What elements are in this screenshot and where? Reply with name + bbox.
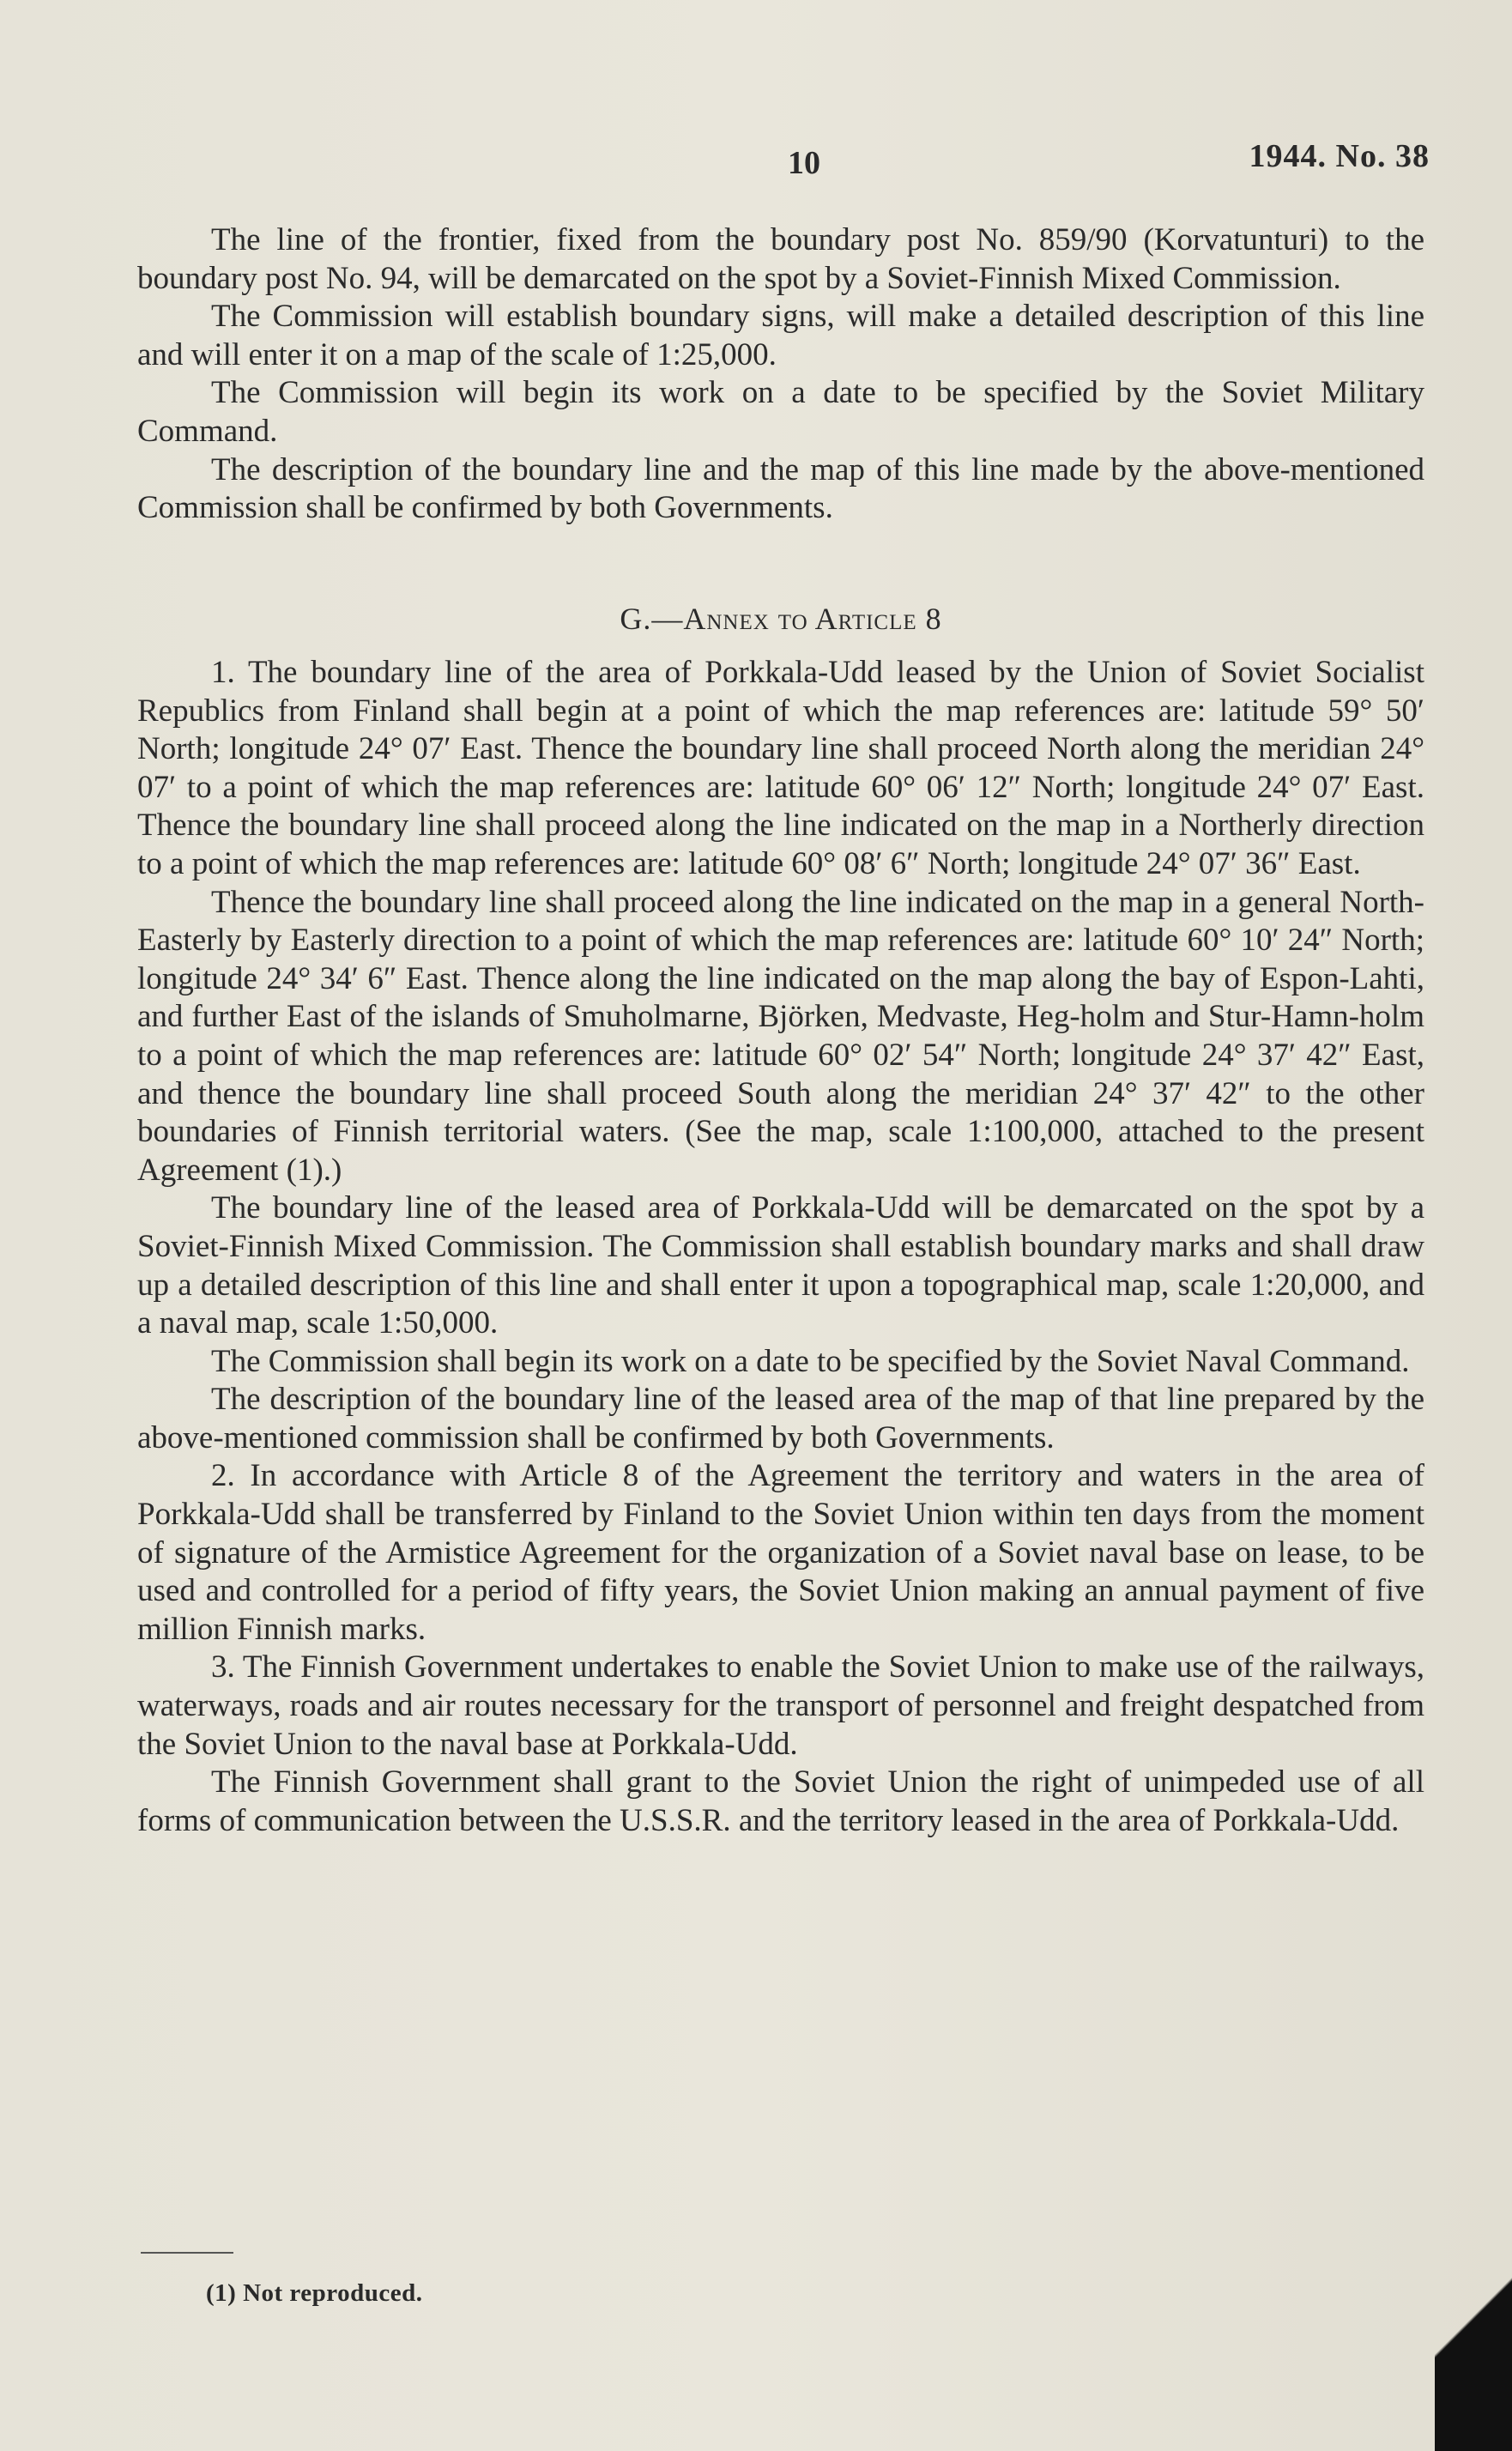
paragraph: The Commission will establish boundary signs, will make a detailed description of this line and will enter it on a map of the scale of 1:25,000. xyxy=(137,299,1424,372)
page-edge-shadow xyxy=(1435,2142,1512,2451)
page-number: 10 xyxy=(788,145,820,181)
footnote: (1) Not reproduced. xyxy=(206,2279,423,2307)
annex-heading-title: Annex to Article 8 xyxy=(683,602,942,636)
paragraph: The Finnish Government shall grant to the Soviet Union the right of unimpeded use of all forms of communication between the U.S.S.R. and the territory leased in the area of Porkkala-Udd. xyxy=(137,1764,1424,1838)
section-g-continued xyxy=(137,221,1424,528)
paragraph: The Commission will begin its work on a date to be specified by the Soviet Military Command. xyxy=(137,375,1424,449)
paragraph: 3. The Finnish Government undertakes to enable the Soviet Union to make use of the railways, waterways, roads and air routes necessary for the transport of personnel and freight despatched from the Soviet Union to the naval base at Porkkala-Udd. xyxy=(137,1649,1424,1762)
paragraph: Thence the boundary line shall proceed along the line indicated on the map in a general North-Easterly by Easterly direction to a point of which the map references are: latitude 60° 10′ 24″ North; longitude 24° 34′ 6″ East. Thence along the line indicated on the map along the bay of Espon-Lahti, and further East of the islands of Smuholmarne, Björken, Medvaste, Heg-holm and Stur-Hamn-holm to a point of which the map references are: latitude 60° 02′ 54″ North; longitude 24° 37′ 42″ East, and thence the boundary line shall proceed South along the meridian 24° 37′ 42″ to the other boundaries of Finnish territorial waters. (See the map, scale 1:100,000, attached to the present Agreement (1).) xyxy=(137,884,1424,1188)
annex-heading-prefix: G.— xyxy=(620,602,684,636)
paragraph: The line of the frontier, fixed from the boundary post No. 859/90 (Korvatunturi) to the boundary post No. 94, will be demarcated on the spot by a Soviet-Finnish Mixed Commission. xyxy=(137,222,1424,296)
document-reference: 1944. No. 38 xyxy=(1249,138,1430,174)
paragraph: 2. In accordance with Article 8 of the Agreement the territory and waters in the area of Porkkala-Udd shall be transferred by Finland to the Soviet Union within ten days from the moment of signature of the Armistice Agreement for the organization of a Soviet naval base on lease, to be used and controlled for a period of fifty years, the Soviet Union making an annual payment of five million Finnish marks. xyxy=(137,1458,1424,1647)
footnote-divider xyxy=(141,2252,233,2254)
paragraph: The boundary line of the leased area of Porkkala-Udd will be demarcated on the spot by a Soviet-Finnish Mixed Commission. The Commission shall establish boundary marks and shall draw up a detailed description of this line and shall enter it upon a topographical map, scale 1:20,000, and a naval map, scale 1:50,000. xyxy=(137,1190,1424,1341)
annex-heading xyxy=(137,601,1424,637)
paragraph: The description of the boundary line and the map of this line made by the above-mentioned Commission shall be confirmed by both Governments. xyxy=(137,451,1424,526)
paragraph: The Commission shall begin its work on a date to be specified by the Soviet Naval Command. xyxy=(211,1343,1410,1379)
annex-body xyxy=(137,654,1424,1840)
paragraph: 1. The boundary line of the area of Porkkala-Udd leased by the Union of Soviet Socialist Republics from Finland shall begin at a point of which the map references are: latitude 59° 50′ North; longitude 24° 07′ East. Thence the boundary line shall proceed North along the meridian 24° 07′ to a point of which the map references are: latitude 60° 06′ 12″ North; longitude 24° 07′ East. Thence the boundary line shall proceed along the line indicated on the map in a Northerly direction to a point of which the map references are: latitude 60° 08′ 6″ North; longitude 24° 07′ 36″ East. xyxy=(137,655,1424,881)
paragraph: The description of the boundary line of the leased area of the map of that line prepared by the above-mentioned commission shall be confirmed by both Governments. xyxy=(137,1382,1424,1455)
